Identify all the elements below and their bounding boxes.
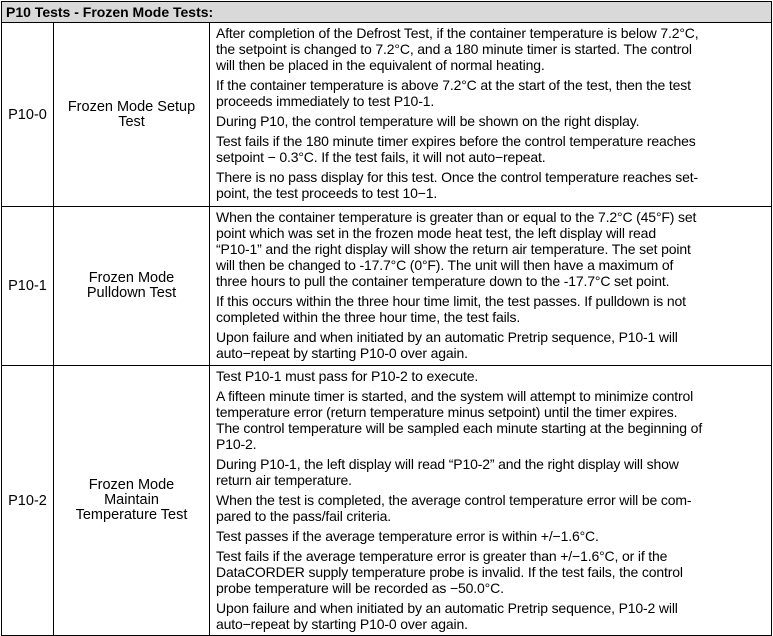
text-line: Upon failure and when initiated by an automatic Pretrip sequence, P10-1 will: [216, 329, 678, 345]
frozen-mode-tests-table: [1, 1, 772, 636]
text-line: will then be changed to -17.7°C (0°F). The unit will then have a maximum of: [216, 257, 674, 273]
text-line: completed within the three hour time, the test fails.: [216, 309, 521, 325]
text-line: Test P10-1 must pass for P10-2 to execute.: [216, 368, 479, 384]
text-line: “P10-1” and the right display will show the return air temperature. The set point: [216, 241, 691, 257]
test-row-p10-1: [2, 207, 772, 366]
description-paragraph: [216, 169, 767, 201]
test-description: [210, 23, 772, 207]
text-line: pared to the pass/fail criteria.: [216, 508, 391, 524]
test-name-line: Temperature Test: [75, 507, 188, 523]
text-line: three hours to pull the container temperature down to the -17.7°C set point.: [216, 273, 670, 289]
text-line: the setpoint is changed to 7.2°C, and a 180 minute timer is started. The control: [216, 41, 692, 57]
text-line: After completion of the Defrost Test, if the container temperature is below 7.2°C,: [216, 25, 699, 41]
text-line: will then be placed in the equivalent of normal heating.: [216, 57, 545, 73]
test-row-p10-0: [2, 23, 772, 207]
text-line: auto−repeat by starting P10-0 over again.: [216, 345, 468, 361]
description-paragraph: [216, 492, 767, 524]
test-description: [210, 366, 772, 636]
text-line: probe temperature will be recorded as −50.0°C.: [216, 580, 504, 596]
text-line: Upon failure and when initiated by an automatic Pretrip sequence, P10-2 will: [216, 600, 678, 616]
test-description: [210, 207, 772, 366]
text-line: proceeds immediately to test P10-1.: [216, 93, 435, 109]
text-line: During P10-1, the left display will read “P10-2” and the right display will show: [216, 456, 679, 472]
text-line: point, the test proceeds to test 10−1.: [216, 185, 438, 201]
text-line: Test fails if the average temperature error is greater than +/−1.6°C, or if the: [216, 548, 668, 564]
test-name-line: Pulldown Test: [86, 285, 177, 301]
text-line: When the container temperature is greater than or equal to the 7.2°C (45°F) set: [216, 209, 697, 225]
text-line: auto−repeat by starting P10-0 over again.: [216, 616, 468, 632]
text-line: P10-2.: [216, 436, 257, 452]
description-paragraph: [216, 456, 767, 488]
description-paragraph: [216, 329, 767, 361]
test-name-line: Frozen Mode Setup: [67, 98, 196, 115]
text-line: Test fails if the 180 minute timer expires before the control temperature reaches: [216, 133, 696, 149]
description-paragraph: [216, 25, 767, 73]
description-paragraph: [216, 548, 767, 596]
text-line: Test passes if the average temperature error is within +/−1.6°C.: [216, 528, 599, 544]
description-paragraph: [216, 133, 767, 165]
test-code: P10-1: [2, 207, 54, 366]
test-code: P10-0: [2, 23, 54, 207]
description-paragraph: [216, 528, 767, 544]
text-line: If this occurs within the three hour time limit, the test passes. If pulldown is not: [216, 293, 686, 309]
description-paragraph: [216, 368, 767, 384]
description-paragraph: [216, 388, 767, 452]
table-header-row: [2, 2, 772, 23]
test-row-p10-2: [2, 366, 772, 636]
text-line: temperature error (return temperature minus setpoint) until the timer expires.: [216, 404, 678, 420]
test-code: P10-2: [2, 366, 54, 636]
test-name-line: Frozen Mode: [88, 270, 175, 286]
text-line: return air temperature.: [216, 472, 352, 488]
description-paragraph: [216, 209, 767, 289]
text-line: During P10, the control temperature will be shown on the right display.: [216, 113, 640, 129]
test-name: [54, 23, 210, 207]
text-line: The control temperature will be sampled each minute starting at the beginning of: [216, 420, 703, 436]
text-line: If the container temperature is above 7.2°C at the start of the test, then the test: [216, 77, 691, 93]
description-paragraph: [216, 77, 767, 109]
text-line: setpoint − 0.3°C. If the test fails, it will not auto−repeat.: [216, 149, 546, 165]
text-line: point which was set in the frozen mode heat test, the left display will read: [216, 225, 656, 241]
description-paragraph: [216, 293, 767, 325]
test-name-line: Maintain: [104, 492, 159, 508]
table-title: P10 Tests - Frozen Mode Tests:: [2, 2, 772, 23]
text-line: When the test is completed, the average control temperature error will be com-: [216, 492, 692, 508]
text-line: A fifteen minute timer is started, and the system will attempt to minimize control: [216, 388, 694, 404]
description-paragraph: [216, 600, 767, 632]
description-paragraph: [216, 113, 767, 129]
test-name: [54, 207, 210, 366]
text-line: DataCORDER supply temperature probe is invalid. If the test fails, the control: [216, 564, 683, 580]
test-name: [54, 366, 210, 636]
test-name-line: Test: [118, 113, 145, 130]
text-line: There is no pass display for this test. Once the control temperature reaches set-: [216, 169, 698, 185]
test-name-line: Frozen Mode: [88, 477, 175, 493]
